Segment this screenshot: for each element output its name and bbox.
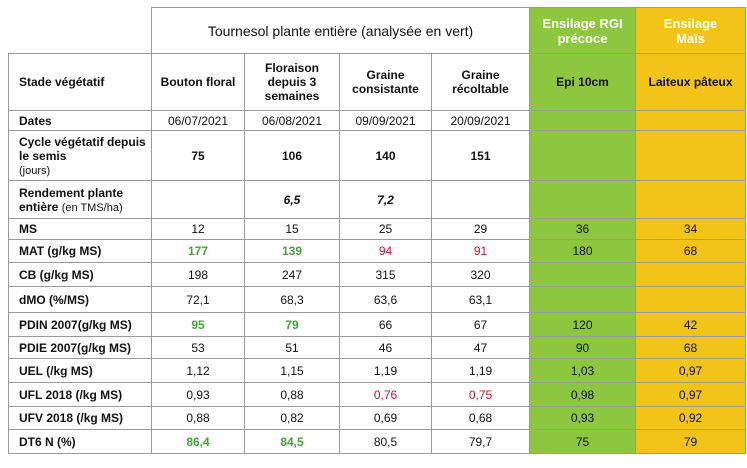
empty-corner-cell [9, 8, 152, 54]
cell: 198 [152, 263, 245, 287]
cell: 06/08/2021 [245, 111, 340, 131]
cell: 29 [432, 219, 530, 240]
cell-rgi: 180 [530, 240, 636, 263]
cell-rgi [530, 263, 636, 287]
table-row [9, 407, 746, 430]
stage-col-4: Graine récoltable [432, 54, 530, 111]
cell-rgi [530, 287, 636, 313]
cell-rgi: 36 [530, 219, 636, 240]
header-row [9, 8, 746, 54]
cell: 20/09/2021 [432, 111, 530, 131]
stage-col-1: Bouton floral [152, 54, 245, 111]
cell-mais: 79 [636, 430, 746, 454]
cell: 12 [152, 219, 245, 240]
cell: 75 [152, 131, 245, 181]
cell-mais: 68 [636, 337, 746, 359]
cell: 66 [340, 313, 432, 337]
table-row [9, 287, 746, 313]
cell: 7,2 [340, 181, 432, 219]
cell: 0,69 [340, 407, 432, 430]
table-row [9, 383, 746, 407]
stage-row [9, 54, 746, 111]
cell-rgi [530, 131, 636, 181]
rgi-header-line1: Ensilage RGI [542, 15, 623, 31]
cell: 0,93 [152, 383, 245, 407]
cell: 84,5 [245, 430, 340, 454]
cell: 315 [340, 263, 432, 287]
cell: 79,7 [432, 430, 530, 454]
stage-rgi: Epi 10cm [530, 54, 636, 111]
cell-mais [636, 263, 746, 287]
cell [152, 181, 245, 219]
row-label: MAT (g/kg MS) [9, 240, 152, 263]
row-label: MS [9, 219, 152, 240]
row-label-sub: (en TMS/ha) [61, 201, 123, 214]
row-label [9, 181, 152, 219]
row-label: UEL (/kg MS) [9, 359, 152, 383]
row-label: dMO (%/MS) [9, 287, 152, 313]
cell: 46 [340, 337, 432, 359]
cell: 0,75 [432, 383, 530, 407]
cell: 68,3 [245, 287, 340, 313]
cell-rgi: 0,93 [530, 407, 636, 430]
table-row [9, 430, 746, 454]
cell-rgi: 75 [530, 430, 636, 454]
rgi-header-line2: précoce [557, 30, 608, 46]
cell: 95 [152, 313, 245, 337]
stage-col-2: Floraison depuis 3 semaines [245, 54, 340, 111]
row-label: UFL 2018 (/kg MS) [9, 383, 152, 407]
cell: 15 [245, 219, 340, 240]
cell-rgi [530, 111, 636, 131]
cell-rgi: 120 [530, 313, 636, 337]
cell-rgi: 1,03 [530, 359, 636, 383]
cell: 72,1 [152, 287, 245, 313]
cell: 67 [432, 313, 530, 337]
table-row [9, 219, 746, 240]
cell: 6,5 [245, 181, 340, 219]
cell: 0,68 [432, 407, 530, 430]
cell: 0,88 [245, 383, 340, 407]
cell: 79 [245, 313, 340, 337]
row-label [9, 131, 152, 181]
cell-rgi: 0,98 [530, 383, 636, 407]
cell-rgi: 90 [530, 337, 636, 359]
cell: 06/07/2021 [152, 111, 245, 131]
mais-header-line1: Ensilage [663, 15, 718, 31]
table-row [9, 131, 746, 181]
row-label: PDIN 2007(g/kg MS) [9, 313, 152, 337]
cell: 0,76 [340, 383, 432, 407]
cell-mais: 34 [636, 219, 746, 240]
cell: 151 [432, 131, 530, 181]
cell-mais [636, 131, 746, 181]
cell: 1,15 [245, 359, 340, 383]
cell-rgi [530, 181, 636, 219]
table-row [9, 263, 746, 287]
cell: 177 [152, 240, 245, 263]
cell: 86,4 [152, 430, 245, 454]
table-row [9, 181, 746, 219]
cell: 0,82 [245, 407, 340, 430]
sunflower-header: Tournesol plante entière (analysée en vert) [152, 8, 530, 54]
table-row [9, 359, 746, 383]
cell: 1,19 [432, 359, 530, 383]
table-row [9, 313, 746, 337]
cell: 80,5 [340, 430, 432, 454]
cell-mais [636, 287, 746, 313]
mais-header-line2: Maïs [676, 30, 705, 46]
row-label: Dates [9, 111, 152, 131]
cell: 320 [432, 263, 530, 287]
row-label: CB (g/kg MS) [9, 263, 152, 287]
cell-mais: 0,92 [636, 407, 746, 430]
cell: 25 [340, 219, 432, 240]
rgi-header [530, 8, 636, 54]
stage-col-3: Graine consistante [340, 54, 432, 111]
cell: 53 [152, 337, 245, 359]
cell: 63,6 [340, 287, 432, 313]
table-row [9, 111, 746, 131]
cell-mais: 0,97 [636, 359, 746, 383]
cell-mais: 42 [636, 313, 746, 337]
cell: 139 [245, 240, 340, 263]
cell: 47 [432, 337, 530, 359]
table-row [9, 337, 746, 359]
forage-comparison-table [8, 7, 746, 454]
row-label: DT6 N (%) [9, 430, 152, 454]
cell: 1,12 [152, 359, 245, 383]
cell-mais: 68 [636, 240, 746, 263]
mais-header [636, 8, 746, 54]
cell: 51 [245, 337, 340, 359]
cell: 247 [245, 263, 340, 287]
row-label-main: Rendement plante entière [19, 185, 124, 214]
cell-mais: 0,97 [636, 383, 746, 407]
row-label-sub: (jours) [19, 164, 51, 177]
row-label: PDIE 2007(g/kg MS) [9, 337, 152, 359]
cell: 91 [432, 240, 530, 263]
cell: 1,19 [340, 359, 432, 383]
table-row [9, 240, 746, 263]
cell: 106 [245, 131, 340, 181]
stage-mais: Laiteux pâteux [636, 54, 746, 111]
cell: 0,88 [152, 407, 245, 430]
row-label: UFV 2018 (/kg MS) [9, 407, 152, 430]
cell-mais [636, 181, 746, 219]
cell-mais [636, 111, 746, 131]
cell: 140 [340, 131, 432, 181]
stage-label: Stade végétatif [9, 54, 152, 111]
cell [432, 181, 530, 219]
cell: 09/09/2021 [340, 111, 432, 131]
cell: 94 [340, 240, 432, 263]
row-label-main: Cycle végétatif depuis le semis [19, 134, 146, 163]
cell: 63,1 [432, 287, 530, 313]
